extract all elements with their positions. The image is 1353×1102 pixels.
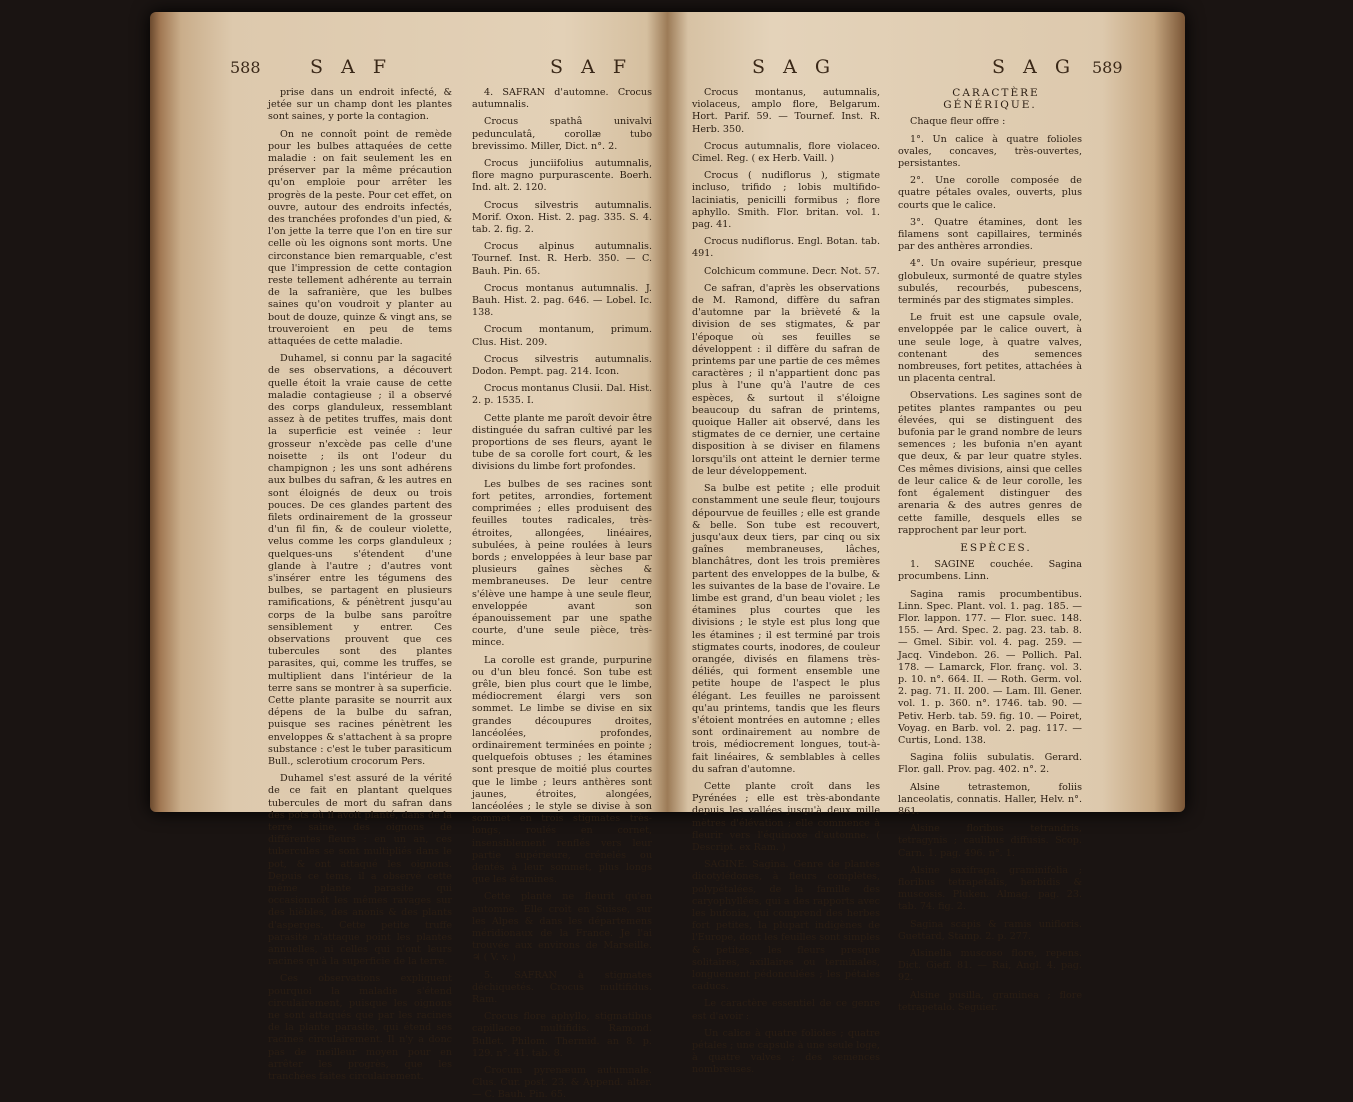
paragraph: Chaque fleur offre :	[910, 116, 1006, 128]
paragraph: SAGINE. Sagina. Genre de plantes dicotylédones, à fleurs complètes, polypétalées, de la famille des caryophyllées, qui a des rapports avec les bufonia, qui comprend des herbes fort petites, la plupart indigènes de l'Europe, dont les feuilles sont simples & petites, les fleurs presque solitaires, axillaires ou terminales, longuement pédonculées ; les pétales caducs.	[692, 859, 880, 993]
paragraph: Ce safran, d'après les observations de M. Ramond, diffère du safran d'automne par la brièveté & la division de ses stigmates, & par l'époque où ses feuilles se développent : il diffère du safran de printems par une partie de ces mêmes caractères ; il n'appartient donc pas plus à l'une qu'à l'autre de ces espèces, & surtout il s'éloigne beaucoup du safran de printems, quoique Haller ait observé, dans les stigmates de ce dernier, une certaine disposition à se diviser en filamens lorsqu'ils ont atteint le dernier terme de leur développement.	[692, 282, 880, 477]
paragraph: Crocus autumnalis, flore violaceo. Cimel. Reg. ( ex Herb. Vaill. )	[692, 140, 880, 165]
paragraph: Crocum montanum, primum. Clus. Hist. 209.	[472, 324, 652, 348]
paragraph: Crocus silvestris autumnalis. Dodon. Pempt. pag. 214. Icon.	[472, 353, 652, 378]
paragraph: Cette plante me paroît devoir être distinguée du safran cultivé par les proportions de ses fleurs, ayant le tube de sa corolle fort court, & les divisions du limbe fort profondes.	[472, 412, 652, 473]
paragraph: Duhamel s'est assuré de la vérité de ce fait en plantant quelques tubercules de mort du safran dans des pots où il avoit planté, dans de la terre saine, des oignons de différentes fleurs : en un an, ces tubercules se sont multipliés dans le pot, & ont attaqué les oignons. Depuis ce tems, il a observé cette même plante parasite qui occasionnoit les mêmes ravages sur des hièbles, des anonis & des plants d'asperges. Cette petite truffe parasite n'attaque point les plantes annuelles, ni celles qui n'ont leurs racines qu'à la superficie de la terre.	[268, 773, 452, 968]
left-column-2	[472, 87, 652, 1101]
paragraph: 1°. Un calice à quatre folioles ovales, concaves, très-ouvertes, persistantes.	[898, 133, 1082, 170]
paragraph: Cette plante ne fleurit qu'en automne. Elle croît en Suisse, sur les Alpes & dans les départemens méridionaux de la France. Je l'ai trouvée aux environs de Marseille. ♃ ( V. v. )	[472, 891, 652, 964]
running-header-left-col2: S A F	[550, 56, 632, 78]
paragraph: 4. SAFRAN d'automne. Crocus autumnalis.	[472, 87, 652, 111]
paragraph: 3°. Quatre étamines, dont les filamens sont capillaires, terminés par des anthères arrondies.	[898, 216, 1082, 253]
paragraph: Un calice à quatre folioles ; quatre pétales ; une capsule à une seule loge, à quatre valves ; des semences nombreuses.	[692, 1027, 880, 1076]
paragraph: Sa bulbe est petite ; elle produit constamment une seule fleur, toujours dépourvue de feuilles ; elle est grande & belle. Son tube est recouvert, jusqu'aux deux tiers, par cinq ou six gaînes membraneuses, lâches, blanchâtres, dont les trois premières partent des enveloppes de la bulbe, & les suivantes de la base de l'ovaire. Le limbe est grand, d'un beau violet ; les étamines plus courtes que les divisions ; le style est plus long que les étamines ; il est terminé par trois stigmates courts, inodores, de couleur orangée, divisés en filamens très-déliés, qui forment ensemble une petite houpe de l'aspect le plus élégant. Les feuilles ne paroissent qu'au printems, tandis que les fleurs s'étoient montrées en automne ; elles sont ordinairement au nombre de trois, médiocrement longues, tout-à-fait linéaires, & semblables à celles du safran d'automne.	[692, 483, 880, 775]
paragraph: Crocus ( nudiflorus ), stigmate incluso, trifido ; lobis multifido-laciniatis, penicilli formibus ; flore aphyllo. Smith. Flor. britan. vol. 1. pag. 41.	[692, 170, 880, 231]
paragraph: Crocus montanus, autumnalis, violaceus, amplo flore, Belgarum. Hort. Parif. 59. — Tournef. Inst. R. Herb. 350.	[692, 87, 880, 135]
paragraph: Alsine floribus tetrandris, tetragynis ; caulibus diffusis. Scop. Carn. 1. pag. 496. n°. 1.	[898, 823, 1082, 859]
species-list	[898, 559, 1082, 1014]
paragraph: Crocus silvestris autumnalis. Morif. Oxon. Hist. 2. pag. 335. S. 4. tab. 2. fig. 2.	[472, 199, 652, 236]
paragraph: Crocus spathâ univalvi pedunculatâ, corollæ tubo brevissimo. Miller, Dict. n°. 2.	[472, 116, 652, 152]
paragraph: Duhamel, si connu par la sagacité de ses observations, a découvert quelle étoit la vraie cause de cette maladie contagieuse ; il a observé des corps glanduleux, ressemblant assez à de petites truffes, mais dont la superficie est veinée : leur grosseur n'excède pas celle d'une noisette ; ils ont l'odeur du champignon ; les uns sont adhérens aux bulbes du safran, & les autres en sont éloignés de deux ou trois pouces. De ces glandes partent des filets ordinairement de la grosseur d'un fil fin, & de couleur violette, velus comme les corps glanduleux ; quelques-uns s'étendent d'une glande à l'autre ; d'autres vont s'insérer entre les tégumens des bulbes, se partagent en plusieurs ramifications, & pénètrent jusqu'au corps de la bulbe sans paroître sensiblement y entrer. Ces observations prouvent que ces tubercules sont des plantes parasites, qui, comme les truffes, se multiplient dans l'intérieur de la terre sans se montrer à sa superficie. Cette plante parasite se nourrit aux dépens de la bulbe du safran, puisque ses racines pénètrent les enveloppes & s'attachent à sa propre substance : c'est le tuber parasiticum Bull., sclerotium crocorum Pers.	[268, 353, 452, 767]
paragraph: Colchicum commune. Decr. Not. 57.	[704, 265, 880, 277]
running-header-left: S A F	[310, 56, 392, 78]
paragraph: Crocus montanus Clusii. Dal. Hist. 2. p. 1535. I.	[472, 383, 652, 407]
paragraph: Alsine pusilla, graminea ; flore tetrapetalo. Seguier.	[898, 989, 1082, 1013]
right-column-2	[898, 87, 1082, 1013]
paragraph: Cette plante croît dans les Pyrénées ; elle est très-abondante depuis les vallées jusqu'à deux mille mètres d'élévation ; elle commence à fleurir vers l'équinoxe d'automne. ( Descript. ex Ram. )	[692, 780, 880, 853]
paragraph: Alsine tetrastemon, foliis lanceolatis, connatis. Haller, Helv. n°. 861.	[898, 781, 1082, 817]
species-heading: ESPÈCES.	[960, 541, 1032, 554]
paragraph: Sagina scapis & ramis unifloris. Guettard, Stamp. 2. p. 277.	[898, 918, 1082, 942]
paragraph: Crocus montanus autumnalis. J. Bauh. Hist. 2. pag. 646. — Lobel. Ic. 138.	[472, 282, 652, 319]
paragraph: 1. SAGINE couchée. Sagina procumbens. Linn.	[898, 559, 1082, 583]
paragraph: 5. SAFRAN à stigmates déchiquetés. Crocus multifidus. Ram.	[472, 969, 652, 1006]
paragraph: Crocum pyrenæum autumnale. Clus. Cur. post. 23. & Append. alter. — C. Bauh. Pin. 65.	[472, 1065, 652, 1101]
generic-character-list	[898, 116, 1082, 537]
right-column-1	[692, 87, 880, 1076]
left-column-1	[268, 87, 452, 1083]
page-number-right: 589	[1092, 58, 1123, 77]
paragraph: Crocus flore aphyllo, stigmatibus capillaceo multifidis. Ramond. Bullet. Philom. Thermid. an 8. p. 129. n°. 41. tab. 8.	[472, 1011, 652, 1059]
paragraph: Les bulbes de ses racines sont fort petites, arrondies, fortement comprimées ; elles produisent des feuilles toutes radicales, très-étroites, allongées, linéaires, subulées, à peine roulées à leurs bords ; enveloppées à leur base par plusieurs gaînes sèches & membraneuses. De leur centre s'élève une hampe à une seule fleur, enveloppée avant son épanouissement par une spathe courte, d'une seule pièce, très-mince.	[472, 478, 652, 649]
left-page	[150, 12, 665, 1101]
right-page	[672, 12, 1185, 1076]
paragraph: Ces observations expliquent pourquoi la maladie s'étend circulairement, puisque les oignons ne sont attaqués que par les racines de la plante parasite, qui étend ses racines circulairement. Il n'y a donc pas de meilleur moyen pour en arrêter les progrès, que les tranchées faites circulairement.	[268, 973, 452, 1083]
paragraph: Alsine saxifraga, graminifolia ; floribus tetrapetalis, herbidis & muscosis. Pluken. Almag. pag. 23. tab. 74. fig. 2.	[898, 864, 1082, 913]
paragraph: Sagina foliis subulatis. Gerard. Flor. gall. Prov. pag. 402. n°. 2.	[898, 752, 1082, 776]
paragraph: Observations. Les sagines sont de petites plantes rampantes ou peu élevées, qui se distinguent des bufonia par le grand nombre de leurs semences ; les bufonia n'en ayant que deux, & par leur quatre styles. Ces mêmes divisions, ainsi que celles de leur calice & de leur corolle, les font également distinguer des arenaria & des autres genres de cette famille, desquels elles se rapprochent par leur port.	[898, 390, 1082, 536]
paragraph: prise dans un endroit infecté, & jetée sur un champ dont les plantes sont saines, y porte la contagion.	[268, 87, 452, 123]
paragraph: On ne connoît point de remède pour les bulbes attaquées de cette maladie : on fait seulement les en préserver par la même précaution qu'on emploie pour arrêter les progrès de la peste. Pour cet effet, on ouvre, autour des endroits infectés, des tranchées profondes d'un pied, & l'on jette la terre que l'on en tire sur celle où les oignons sont morts. Une circonstance bien remarquable, c'est que l'impression de cette contagion reste tellement adhérente au terrain de la safranière, que les bulbes saines qu'on voudroit y planter au bout de douze, quinze & vingt ans, se trouveroient en peu de tems attaquées de cette maladie.	[268, 128, 452, 348]
running-header-right: S A G	[752, 56, 836, 78]
paragraph: La corolle est grande, purpurine ou d'un bleu foncé. Son tube est grêle, bien plus court que le limbe, médiocrement élargi vers son sommet. Le limbe se divise en six grandes découpures droites, lancéolées, profondes, ordinairement terminées en pointe ; quelquefois obtuses ; les étamines sont presque de moitié plus courtes que le limbe ; leurs anthères sont jaunes, étroites, alongées, lancéolées ; le style se divise à son sommet en trois stigmates très-longs, roulés en cornet, insensiblement renflés vers leur partie supérieure, crénelés ou dentés à leur sommet, plus longs que les étamines.	[472, 654, 652, 886]
paragraph: Sagina ramis procumbentibus. Linn. Spec. Plant. vol. 1. pag. 185. — Flor. lappon. 177. — Flor. suec. 148. 155. — Ard. Spec. 2. pag. 23. tab. 8. — Gmel. Sibir. vol. 4. pag. 259. — Jacq. Vindebon. 26. — Pollich. Pal. 178. — Lamarck, Flor. franç. vol. 3. p. 10. n°. 664. II. — Roth. Germ. vol. 2. pag. 71. II. 200. — Lam. Ill. Gener. vol. 1. p. 360. n°. 1746. tab. 90. — Petiv. Herb. tab. 59. fig. 10. — Poiret, Voyag. en Barb. vol. 2. pag. 117. — Curtis, Lond. 138.	[898, 588, 1082, 746]
open-book	[150, 12, 1185, 1101]
running-header-right-col2: S A G	[992, 56, 1076, 78]
page-number-left: 588	[230, 58, 261, 77]
paragraph: Crocus nudiflorus. Engl. Botan. tab. 491.	[692, 236, 880, 260]
paragraph: 4°. Un ovaire supérieur, presque globuleux, surmonté de quatre styles subulés, recourbés, pubescens, terminés par des stigmates simples.	[898, 258, 1082, 307]
paragraph: Alsinella muscoso flore, repens. Dict. Gieff. 81. — Rai, Angl. 4. pag. 92.	[898, 948, 1082, 984]
paragraph: Crocus alpinus autumnalis. Tournef. Inst. R. Herb. 350. — C. Bauh. Pin. 65.	[472, 241, 652, 277]
paragraph: Crocus junciifolius autumnalis, flore magno purpurascente. Boerh. Ind. alt. 2. 120.	[472, 158, 652, 194]
generic-character-heading: CARACTÈRE GÉNÉRIQUE.	[943, 87, 1040, 112]
paragraph: Le fruit est une capsule ovale, enveloppée par le calice ouvert, à une seule loge, à quatre valves, contenant des semences nombreuses, fort petites, attachées à un placenta central.	[898, 312, 1082, 385]
paragraph: 2°. Une corolle composée de quatre pétales ovales, ouverts, plus courts que le calice.	[898, 175, 1082, 211]
paragraph: Le caractère essentiel de ce genre est d'avoir :	[692, 998, 880, 1022]
